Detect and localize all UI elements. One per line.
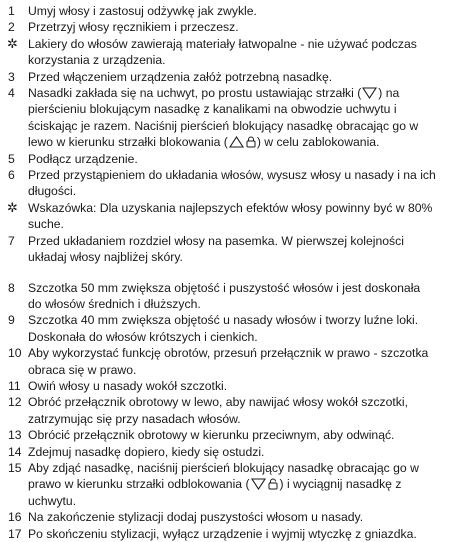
instruction-step [0, 233, 452, 266]
step-number: 4 [0, 85, 28, 101]
instruction-step [0, 444, 452, 460]
text-run: Przed przystąpieniem do układania włosów, wysusz włosy u nasady i na ich długości. [28, 168, 436, 198]
step-number: 15 [0, 460, 28, 476]
step-text [28, 69, 442, 85]
lock-open-icon [268, 478, 279, 490]
step-number: 17 [0, 526, 28, 542]
step-text [28, 200, 442, 233]
text-run: Na zakończenie stylizacji dodaj puszystości włosom u nasady. [28, 510, 363, 524]
step-text [28, 427, 442, 443]
text-run: ) na pierścieniu blokującym nasadkę z kanalikami na obwodzie uchwytu i ściskając je razem. Naciśnij pierścień blokujący nasadkę obracając go w lewo w kierunku strzałki blokowania ( [28, 86, 418, 149]
step-text [28, 509, 442, 525]
instruction-step [0, 460, 452, 509]
instruction-step [0, 526, 452, 542]
text-run: Nasadki zakłada się na uchwyt, po prostu ustawiając strzałki ( [28, 86, 361, 100]
step-number: 11 [0, 378, 28, 394]
text-run: Aby wykorzystać funkcję obrotów, przesuń przełącznik w prawo - szczotka obraca się w prawo. [28, 346, 428, 376]
step-text [28, 167, 442, 200]
step-text [28, 19, 442, 35]
step-number: 9 [0, 312, 28, 328]
text-run: Po skończeniu stylizacji, wyłącz urządzenie i wyjmij wtyczkę z gniazdka. [28, 527, 417, 541]
step-number: 16 [0, 509, 28, 525]
step-text [28, 378, 442, 394]
asterisk-icon: ✲ [0, 200, 28, 216]
instruction-step [0, 3, 452, 19]
text-run: Obrócić przełącznik obrotowy w kierunku przeciwnym, aby odwinąć. [28, 428, 394, 442]
instruction-step [0, 378, 452, 394]
instruction-group [0, 3, 452, 266]
step-text [28, 151, 442, 167]
step-number: 2 [0, 19, 28, 35]
step-number: 5 [0, 151, 28, 167]
text-run: Umyj włosy i zastosuj odżywkę jak zwykle. [28, 4, 257, 18]
instruction-step [0, 312, 452, 345]
lock-closed-icon [246, 136, 256, 148]
text-run: Wskazówka: Dla uzyskania najlepszych efektów włosy powinny być w 80% suche. [28, 201, 432, 231]
text-run: Aby zdjąć nasadkę, naciśnij pierścień blokujący nasadkę obracając go w prawo w kierunku strzałki odblokowania ( [28, 461, 419, 491]
text-run: Zdejmuj nasadkę dopiero, kiedy się ostudzi. [28, 445, 264, 459]
instruction-page [0, 3, 452, 542]
text-run: Obróć przełącznik obrotowy w lewo, aby nawijać włosy wokół szczotki, zatrzymując się przy nasadach włosów. [28, 395, 408, 425]
step-text [28, 460, 442, 509]
instruction-step [0, 69, 452, 85]
warning-note [0, 36, 452, 69]
text-run: ) i wyciągnij nasadkę z uchwytu. [28, 477, 401, 507]
step-number: 12 [0, 394, 28, 410]
text-run: Podłącz urządzenie. [28, 152, 138, 166]
step-text [28, 345, 442, 378]
instruction-step [0, 280, 452, 313]
step-number: 14 [0, 444, 28, 460]
instruction-step [0, 151, 452, 167]
step-number: 13 [0, 427, 28, 443]
instruction-step [0, 85, 452, 151]
instruction-list [0, 3, 452, 542]
instruction-step [0, 394, 452, 427]
step-number: 1 [0, 3, 28, 19]
warning-note [0, 200, 452, 233]
step-number: 6 [0, 167, 28, 183]
step-text [28, 394, 442, 427]
text-run: Lakiery do włosów zawierają materiały łatwopalne - nie używać podczas korzystania z urządzenia. [28, 37, 417, 67]
down-triangle-icon [362, 87, 377, 99]
text-run: Przed układaniem rozdziel włosy na pasemka. W pierwszej kolejności układaj włosy najbliżej skóry. [28, 234, 404, 264]
text-run: Przed włączeniem urządzenia załóż potrzebną nasadkę. [28, 70, 332, 84]
step-text [28, 36, 442, 69]
step-text [28, 444, 442, 460]
instruction-step [0, 19, 452, 35]
instruction-step [0, 509, 452, 525]
text-run: Owiń włosy u nasady wokół szczotki. [28, 379, 227, 393]
text-run: Przetrzyj włosy ręcznikiem i przeczesz. [28, 20, 239, 34]
step-number: 8 [0, 280, 28, 296]
instruction-step [0, 427, 452, 443]
text-run: ) w celu zablokowania. [257, 135, 380, 149]
instruction-step [0, 345, 452, 378]
step-text [28, 3, 442, 19]
step-number: 3 [0, 69, 28, 85]
instruction-step [0, 167, 452, 200]
asterisk-icon: ✲ [0, 36, 28, 52]
text-run: Szczotka 40 mm zwiększa objętość u nasady włosów i tworzy luźne loki. Doskonała do włosów krótszych i cienkich. [28, 313, 418, 343]
step-text [28, 85, 442, 151]
text-run: Szczotka 50 mm zwiększa objętość i puszystość włosów i jest doskonała do włosów średnich i dłuższych. [28, 281, 420, 311]
step-number: 7 [0, 233, 28, 249]
step-text [28, 526, 442, 542]
step-text [28, 280, 442, 313]
step-text [28, 312, 442, 345]
up-triangle-icon [229, 136, 244, 148]
down-triangle-icon [251, 478, 266, 490]
step-text [28, 233, 442, 266]
step-number: 10 [0, 345, 28, 361]
instruction-group [0, 280, 452, 542]
